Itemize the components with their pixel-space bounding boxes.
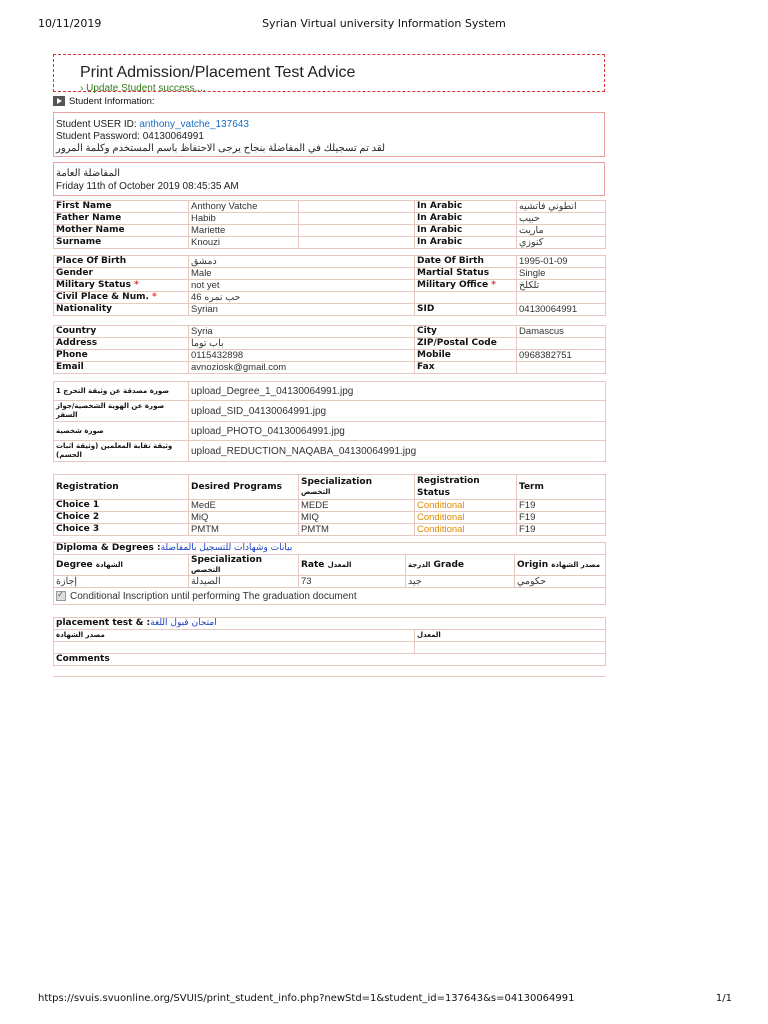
term-value: F19 [517, 524, 606, 536]
sid-value: 04130064991 [517, 304, 606, 316]
father-name-value: Habib [189, 213, 299, 225]
surname-ar-label: In Arabic [415, 237, 517, 249]
country-label: Country [54, 326, 189, 338]
table-row [54, 292, 606, 304]
mobile-label: Mobile [415, 350, 517, 362]
spec-value: PMTM [299, 524, 415, 536]
diploma-table [53, 542, 606, 605]
mother-name-ar-label: In Arabic [415, 225, 517, 237]
status-value: Conditional [415, 512, 517, 524]
names-table [53, 200, 606, 249]
degree-value: إجازة [54, 576, 189, 588]
diploma-spec-value: الصيدلة [189, 576, 299, 588]
military-status-value: not yet [189, 280, 415, 292]
personal-table [53, 255, 606, 316]
spec-header: Specialization التخصص [299, 475, 415, 500]
email-value: avnoziosk@gmail.com [189, 362, 415, 374]
title-box [53, 54, 605, 92]
required-marker: * [491, 280, 497, 290]
placement-section-title: placement test & :امتحان قبول اللغة [54, 618, 606, 630]
empty-cell [415, 292, 517, 304]
program-value: MiQ [189, 512, 299, 524]
page-title: Print Admission/Placement Test Advice [80, 64, 356, 81]
first-name-ar-label: In Arabic [415, 201, 517, 213]
checkbox-checked-icon[interactable] [56, 591, 66, 601]
table-row [54, 588, 606, 605]
table-row [54, 555, 606, 576]
empty-cell [415, 642, 606, 654]
student-info-label: Student Information: [69, 96, 155, 107]
mobile-value: 0968382751 [517, 350, 606, 362]
empty-cell [517, 292, 606, 304]
placement-origin-header: مصدر الشهادة [54, 630, 415, 642]
nationality-value: Syrian [189, 304, 415, 316]
table-row [54, 268, 606, 280]
print-url: https://svuis.svuonline.org/SVUIS/print_student_info.php?newStd=1&student_id=137643&s=04130064991 [38, 993, 575, 1004]
update-student-link[interactable]: › Update Student success,... [80, 83, 206, 94]
surname-value: Knouzi [189, 237, 299, 249]
empty-cell [299, 225, 415, 237]
surname-ar-value: كنوزي [517, 237, 606, 249]
rate-value: 73 [299, 576, 406, 588]
marital-status-value: Single [517, 268, 606, 280]
first-name-label: First Name [54, 201, 189, 213]
table-row [54, 304, 606, 316]
required-marker: * [134, 280, 139, 290]
placement-table [53, 617, 606, 666]
registration-table [53, 474, 606, 536]
program-value: MedE [189, 500, 299, 512]
table-row [54, 338, 606, 350]
email-label: Email [54, 362, 189, 374]
zip-label: ZIP/Postal Code [415, 338, 517, 350]
term-value: F19 [517, 512, 606, 524]
rate-header: Rate المعدل [299, 555, 406, 576]
upload-label: وثيقة نقابة المعلمين (وثيقة اثبات الحسم) [54, 441, 189, 462]
table-row [54, 475, 606, 500]
table-row [54, 500, 606, 512]
registration-header: Registration [54, 475, 189, 500]
table-row [54, 213, 606, 225]
user-id-label: Student USER ID: [56, 119, 137, 130]
origin-value: حكومي [515, 576, 606, 588]
mother-name-label: Mother Name [54, 225, 189, 237]
military-status-label: Military Status * [54, 280, 189, 292]
competition-box [53, 162, 605, 196]
empty-cell [299, 237, 415, 249]
user-id-line [56, 119, 249, 130]
divider [53, 676, 605, 677]
phone-label: Phone [54, 350, 189, 362]
table-row [54, 382, 606, 401]
civil-place-label: Civil Place & Num. * [54, 292, 189, 304]
gender-value: Male [189, 268, 415, 280]
table-row [54, 512, 606, 524]
first-name-value: Anthony Vatche [189, 201, 299, 213]
choice-label: Choice 1 [54, 500, 189, 512]
upload-file-link[interactable]: upload_PHOTO_04130064991.jpg [189, 422, 606, 441]
table-row [54, 642, 606, 654]
print-page-number: 1/1 [715, 993, 732, 1004]
surname-label: Surname [54, 237, 189, 249]
table-row [54, 654, 606, 666]
marital-status-label: Martial Status [415, 268, 517, 280]
arrow-right-icon [53, 96, 65, 106]
father-name-label: Father Name [54, 213, 189, 225]
city-value: Damascus [517, 326, 606, 338]
user-id-value: anthony_vatche_137643 [139, 119, 249, 130]
nationality-label: Nationality [54, 304, 189, 316]
city-label: City [415, 326, 517, 338]
military-office-value: تلكلخ [517, 280, 606, 292]
degree-header: Degree الشهادة [54, 555, 189, 576]
dob-label: Date Of Birth [415, 256, 517, 268]
table-row [54, 618, 606, 630]
place-of-birth-value: دمشق [189, 256, 415, 268]
empty-cell [299, 213, 415, 225]
password-line: Student Password: 04130064991 [56, 131, 204, 142]
placement-rate-header: المعدل [415, 630, 606, 642]
fax-label: Fax [415, 362, 517, 374]
program-value: PMTM [189, 524, 299, 536]
dob-value: 1995-01-09 [517, 256, 606, 268]
upload-label: صورة عن الهوية الشخصية/جواز السفر [54, 401, 189, 422]
table-row [54, 441, 606, 462]
phone-value: 0115432898 [189, 350, 415, 362]
student-info-header [53, 96, 605, 109]
empty-cell [299, 201, 415, 213]
fax-value [517, 362, 606, 374]
table-row [54, 350, 606, 362]
table-row [54, 576, 606, 588]
first-name-ar-value: انطوني فاتشيه [517, 201, 606, 213]
mother-name-value: Mariette [189, 225, 299, 237]
diploma-section-title: Diploma & Degrees :بيانات وشهادات للتسجيل بالمفاضلة [54, 543, 606, 555]
status-header: Registration Status [415, 475, 517, 500]
empty-cell [54, 642, 415, 654]
table-row [54, 201, 606, 213]
table-row [54, 326, 606, 338]
mother-name-ar-value: ماريت [517, 225, 606, 237]
table-row [54, 401, 606, 422]
required-marker: * [152, 292, 157, 302]
table-row [54, 524, 606, 536]
table-row [54, 543, 606, 555]
address-label: Address [54, 338, 189, 350]
login-info-box [53, 112, 605, 157]
upload-label: صورة شخصية [54, 422, 189, 441]
table-row [54, 237, 606, 249]
term-header: Term [517, 475, 606, 500]
programs-header: Desired Programs [189, 475, 299, 500]
conditional-note: ✓Conditional Inscription until performing The graduation document [54, 588, 606, 605]
table-row [54, 422, 606, 441]
diploma-spec-header: Specialization التخصص [189, 555, 299, 576]
father-name-ar-value: حبيب [517, 213, 606, 225]
print-page-title: Syrian Virtual university Information System [262, 17, 506, 30]
table-row [54, 225, 606, 237]
grade-header: الدرجة Grade [406, 555, 515, 576]
address-value: باب توما [189, 338, 415, 350]
status-value: Conditional [415, 500, 517, 512]
contact-table [53, 325, 606, 374]
country-value: Syria [189, 326, 415, 338]
spec-value: MIQ [299, 512, 415, 524]
sid-label: SID [415, 304, 517, 316]
table-row [54, 280, 606, 292]
competition-datetime: Friday 11th of October 2019 08:45:35 AM [56, 181, 239, 192]
table-row [54, 256, 606, 268]
origin-header: Origin مصدر الشهادة [515, 555, 606, 576]
upload-file-link[interactable]: upload_Degree_1_04130064991.jpg [189, 382, 606, 401]
table-row [54, 362, 606, 374]
comments-label: Comments [54, 654, 606, 666]
choice-label: Choice 2 [54, 512, 189, 524]
civil-place-value: حب نمره 46 [189, 292, 415, 304]
spec-value: MEDE [299, 500, 415, 512]
competition-name: المفاضلة العامة [56, 168, 121, 179]
print-date: 10/11/2019 [38, 17, 102, 30]
upload-label: صورة مصدقة عن وثيقة التخرج 1 [54, 382, 189, 401]
status-value: Conditional [415, 524, 517, 536]
zip-value [517, 338, 606, 350]
military-office-label: Military Office * [415, 280, 517, 292]
registration-note: لقد تم تسجيلك في المفاضلة بنجاح يرجى الاحتفاظ باسم المستخدم وكلمة المرور [56, 143, 385, 154]
uploads-table [53, 381, 606, 462]
term-value: F19 [517, 500, 606, 512]
upload-file-link[interactable]: upload_SID_04130064991.jpg [189, 401, 606, 422]
grade-value: جيد [406, 576, 515, 588]
choice-label: Choice 3 [54, 524, 189, 536]
table-row [54, 630, 606, 642]
father-name-ar-label: In Arabic [415, 213, 517, 225]
gender-label: Gender [54, 268, 189, 280]
place-of-birth-label: Place Of Birth [54, 256, 189, 268]
upload-file-link[interactable]: upload_REDUCTION_NAQABA_04130064991.jpg [189, 441, 606, 462]
